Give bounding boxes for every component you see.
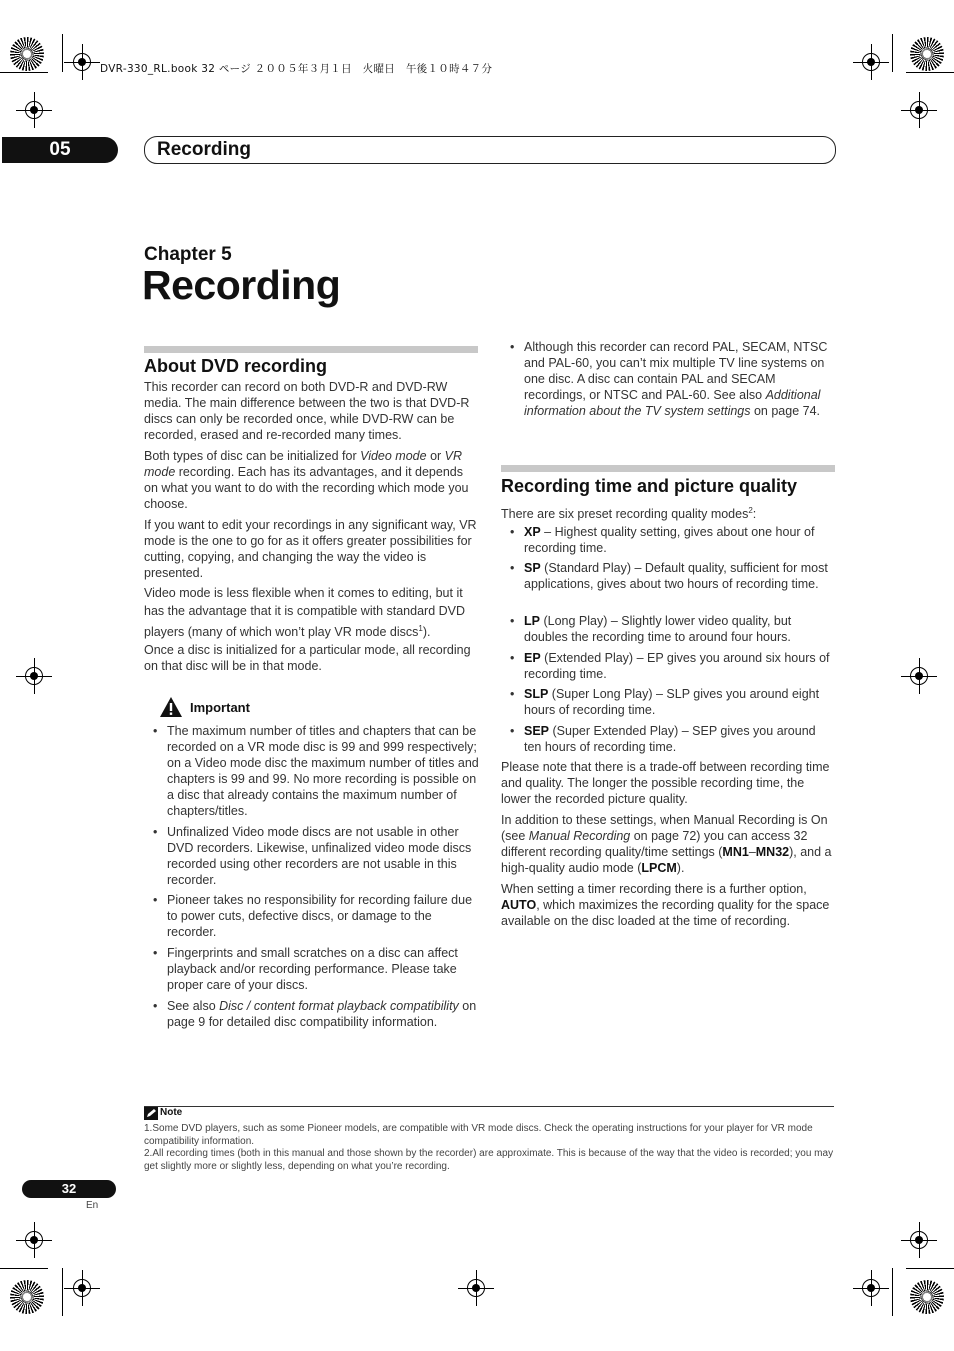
list-item: • Although this recorder can record PAL, SECAM, NTSC and PAL-60, you can’t mix multiple TV line systems on one disc. A disc can contain PAL and SECAM recordings, or NTSC and PAL-60. See also Additional information about the TV system settings on page 74. — [524, 339, 834, 419]
section-bar — [144, 346, 478, 353]
paragraph: In addition to these settings, when Manual Recording is On (see Manual Recording on page 72) you can access 32 different recording quality/time settings (MN1–MN32), and a high-quality audio mode (LPCM). — [501, 813, 832, 875]
note-label: Note — [160, 1107, 183, 1118]
paragraph: This recorder can record on both DVD-R and DVD-RW media. The main difference between the two is that DVD-R discs can only be recorded once, while DVD-RW can be recorded, erased and re-recorded many times. — [144, 380, 470, 442]
registration-sunburst-top-left — [10, 37, 44, 71]
crop-mark — [906, 1268, 954, 1269]
note-divider — [144, 1106, 834, 1107]
registration-sunburst-top-right — [910, 37, 944, 71]
crop-mark — [0, 72, 48, 73]
chapter-number-tab: 05 — [2, 137, 118, 163]
paragraph: Video mode is less flexible when it comes to editing, but it has the advantage that it is compatible with standard DVD players (many of which won’t play VR mode discs$^1$). — [144, 586, 466, 640]
footnote-1: 1.Some DVD players, such as some Pioneer models, are compatible with VR mode discs. Check the operating instructions for your player for VR mode compatibility information. — [144, 1123, 813, 1147]
list-item: • See also Disc / content format playback compatibility on page 9 for detailed disc compatibility information. — [167, 998, 480, 1030]
registration-crosshair-icon — [25, 667, 43, 685]
paragraph: There are six preset recording quality modes$^2$: — [501, 506, 757, 522]
registration-crosshair-icon — [910, 1231, 928, 1249]
registration-crosshair-icon — [73, 1279, 91, 1297]
footnote-ref: 2 — [748, 506, 753, 515]
warning-icon — [159, 696, 183, 718]
registration-crosshair-icon — [25, 1231, 43, 1249]
list-item-mode-sep: • SEP (Super Extended Play) – SEP gives you around ten hours of recording time. — [524, 723, 834, 755]
crop-mark — [906, 72, 954, 73]
section-heading-recording-time: Recording time and picture quality — [501, 476, 798, 496]
crop-mark — [62, 1268, 63, 1316]
list-item: • Fingerprints and small scratches on a disc can affect playback and/or recording performance. Please take proper care of your discs. — [167, 945, 480, 993]
registration-crosshair-icon — [25, 101, 43, 119]
print-header-line: DVR-330_RL.book 32 ページ ２００５年３月１日 火曜日 午後１０時４７分 — [100, 63, 493, 75]
list-item-mode-lp: • LP (Long Play) – Slightly lower video quality, but doubles the recording time to around four hours. — [524, 613, 834, 645]
list-item: • The maximum number of titles and chapters that can be recorded on a VR mode disc is 99 and 999 respectively; on a Video mode disc the maximum number of titles and chapters is 99 and 99. No more recording is possible on a disc that already contains the maximum number of chapters/titles. — [167, 723, 480, 819]
registration-crosshair-icon — [910, 667, 928, 685]
registration-crosshair-icon — [862, 53, 880, 71]
paragraph: Once a disc is initialized for a particular mode, all recording on that disc will be in that mode. — [144, 643, 471, 673]
list-item-mode-slp: • SLP (Super Long Play) – SLP gives you around eight hours of recording time. — [524, 686, 834, 718]
footnote-2: 2.All recording times (both in this manual and those shown by the recorder) are approximate. This is because of the way that the video is recorded; you may get slightly more or slightly less, depending on what you’re recording. — [144, 1148, 834, 1172]
language-code: En — [86, 1200, 99, 1211]
paragraph: Please note that there is a trade-off between recording time and quality. The longer the possible recording time, the lower the recorded picture quality. — [501, 760, 830, 806]
chapter-label: Chapter 5 — [144, 244, 232, 265]
chapter-title: Recording — [142, 262, 341, 308]
crop-mark — [892, 1268, 893, 1316]
section-bar — [501, 465, 835, 472]
page-number: 32 — [22, 1180, 116, 1198]
list-item-mode-sp: • SP (Standard Play) – Default quality, sufficient for most applications, gives about two hours of recording time. — [524, 560, 834, 592]
important-label: Important — [190, 700, 250, 715]
registration-crosshair-icon — [73, 53, 91, 71]
list-item: • Unfinalized Video mode discs are not usable in other DVD recorders. Likewise, unfinalized video mode discs recorded using other recorders are not usable in this recorder. — [167, 824, 480, 888]
paragraph: If you want to edit your recordings in any significant way, VR mode is the one to go for as it offers greater possibilities for cutting, copying, and changing the way the video is presented. — [144, 518, 477, 580]
registration-sunburst-bottom-right — [910, 1280, 944, 1314]
paragraph: Both types of disc can be initialized for Video mode or VR mode recording. Each has its advantages, and it depends on what you want to do with the recording which mode you choose. — [144, 449, 469, 511]
list-item-mode-xp: • XP – Highest quality setting, gives about one hour of recording time. — [524, 524, 834, 556]
registration-crosshair-icon — [910, 101, 928, 119]
registration-sunburst-bottom-left — [10, 1280, 44, 1314]
pencil-note-icon — [144, 1107, 158, 1120]
crop-mark — [892, 34, 893, 72]
footnote-ref: 1 — [418, 624, 423, 633]
section-heading-about-dvd-recording: About DVD recording — [144, 356, 327, 376]
crop-mark — [62, 34, 63, 72]
list-item: • Pioneer takes no responsibility for recording failure due to power cuts, defective discs, or damage to the recorder. — [167, 892, 480, 940]
running-header-title: Recording — [157, 139, 251, 160]
crop-mark — [0, 1268, 48, 1269]
registration-crosshair-icon — [467, 1279, 485, 1297]
list-item-mode-ep: • EP (Extended Play) – EP gives you around six hours of recording time. — [524, 650, 834, 682]
paragraph: When setting a timer recording there is a further option, AUTO, which maximizes the recording quality for the space available on the disc loaded at the time of recording. — [501, 882, 830, 928]
registration-crosshair-icon — [862, 1279, 880, 1297]
